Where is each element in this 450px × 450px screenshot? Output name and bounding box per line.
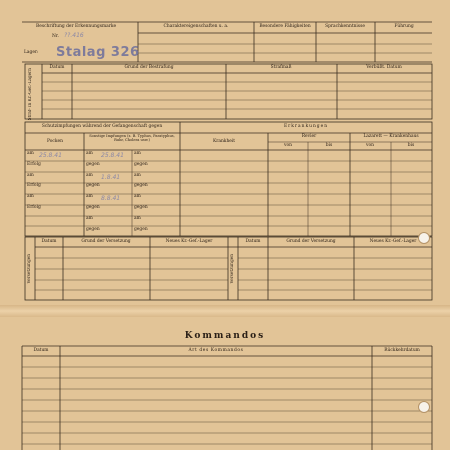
vacc-extra-label: am xyxy=(134,172,141,178)
vacc-other-label: am xyxy=(86,194,93,200)
punish-served-header: Verbüßt. Datum xyxy=(366,65,402,70)
punch-hole xyxy=(418,232,430,244)
camp-stamp: Stalag 326 xyxy=(56,45,140,60)
vacc-smallpox-value: 25.8.41 xyxy=(39,152,62,159)
vaccinations-title: Schutzimpfungen während der Gefangenschaft gegen xyxy=(41,124,163,129)
smallpox-header: Pocken xyxy=(47,139,63,144)
skills-header: Besondere Fähigkeiten xyxy=(259,24,311,29)
other-vaccinations-header: Sonstige Impfungen (z. B. Typhus, Paratyphus, Ruhr, Cholera usw.) xyxy=(89,134,175,142)
vacc-other-label: gegen xyxy=(86,161,100,167)
punch-hole xyxy=(418,401,430,413)
vacc-other-label: am xyxy=(86,215,93,221)
transfer-date-header-left: Datum xyxy=(41,239,57,244)
illness-header: Krankheit xyxy=(212,139,236,144)
vacc-smallpox-label: Erfolg xyxy=(27,161,41,167)
vacc-other-value: 1.8.41 xyxy=(101,173,121,181)
punish-reason-header: Grund der Bestrafung xyxy=(124,65,174,70)
transfer-camp-header-right: Neues Kr.-Gef.-Lager xyxy=(369,239,417,244)
hospital-to: bis xyxy=(407,143,415,148)
number-value: ??.416 xyxy=(64,32,84,39)
ward-to: bis xyxy=(325,143,333,148)
tag-description-label: Beschriftung der Erkennungsmarke xyxy=(36,24,117,29)
vacc-other-label: am xyxy=(86,172,93,178)
punish-penalty-header: Strafmaß xyxy=(270,65,292,70)
vacc-smallpox-label: Erfolg xyxy=(27,205,41,210)
vacc-smallpox-label: am xyxy=(27,172,34,178)
transfers-side-label-right: Versetzungen xyxy=(230,254,235,284)
hospital-from: von xyxy=(366,143,374,148)
vacc-extra-label: gegen xyxy=(134,226,148,232)
ward-from: von xyxy=(284,143,292,148)
transfer-camp-header-left: Neues Kr.-Gef.-Lager xyxy=(165,239,213,244)
kommandos-title: Kommandos xyxy=(184,331,266,341)
vacc-other-label: am xyxy=(86,151,93,156)
vacc-extra-label: am xyxy=(134,151,141,156)
character-header: Charaktereigenschaften u. a. xyxy=(163,24,229,29)
kommando-return-header: Rückkehrdatum xyxy=(384,348,420,353)
hospital-header: Lazarett — Krankenhaus xyxy=(363,134,419,139)
vacc-other-value: 25.8.41 xyxy=(101,152,124,159)
kommando-kind-header: Art des Kommandos xyxy=(188,348,244,353)
transfer-reason-header-left: Grund der Versetzung xyxy=(81,239,131,244)
transfer-date-header-right: Datum xyxy=(245,239,261,244)
illnesses-title: Erkrankungen xyxy=(283,124,329,129)
vacc-smallpox-label: Erfolg xyxy=(27,183,41,189)
punish-date-header: Datum xyxy=(49,65,65,70)
vacc-smallpox-label: am xyxy=(27,151,34,156)
vacc-other-label: gegen xyxy=(86,205,100,210)
languages-header: Sprachkenntnisse xyxy=(325,24,365,29)
vacc-other-label: gegen xyxy=(86,183,100,189)
punishments-side-label: Straf- in Kr.-Gef.-Lagern xyxy=(28,68,33,121)
vacc-extra-label: am xyxy=(134,215,141,221)
vacc-extra-label: am xyxy=(134,194,141,200)
vacc-other-label: gegen xyxy=(86,226,100,232)
ward-header: Revier xyxy=(301,134,317,139)
vacc-extra-label: gegen xyxy=(134,183,148,189)
kommando-date-header: Datum xyxy=(33,348,49,353)
vacc-other-value: 8.8.41 xyxy=(101,195,121,203)
vacc-extra-label: gegen xyxy=(134,161,148,167)
transfers-side-label-left: Versetzungen xyxy=(27,254,32,284)
number-label: Nr. xyxy=(52,34,59,39)
vacc-smallpox-label: am xyxy=(27,194,34,200)
conduct-header: Führung xyxy=(394,24,414,29)
vacc-extra-label: gegen xyxy=(134,205,148,210)
camp-label: Lager: xyxy=(24,50,39,55)
transfer-reason-header-right: Grund der Versetzung xyxy=(286,239,336,244)
